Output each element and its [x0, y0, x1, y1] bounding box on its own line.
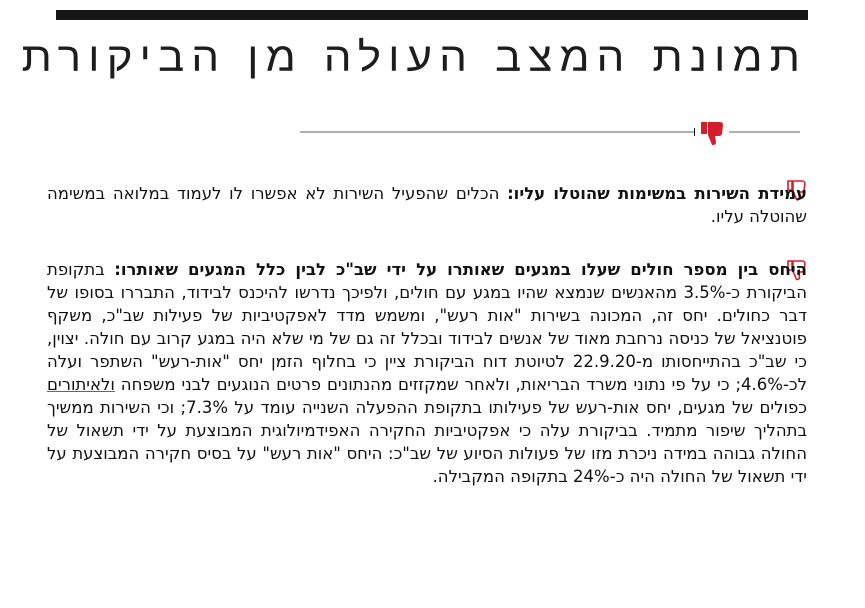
- item-lead: עמידת השירות במשימות שהוטלו עליו:: [507, 184, 807, 203]
- item-text: כפולים של מגעים, יחס אות-רעש של פעילותו בתקופת ההפעלה השנייה עומד על 7.3%; וכי השירות ממשיך בתהליך שיפור מתמיד. בביקורת עלה כי אפקטיביות החקירה האפידמיולוגית המבוצעת על ידי תשאול של החולה גבוהה במידה ניכרת מזו של פעולות הסיוע של שב"כ: היחס "אות רעש" על בסיס חקירה המבוצעת על ידי תשאול של החולה היה כ-24% בתקופה המקבילה.: [47, 398, 807, 486]
- item-text: בתקופת הביקורת כ-3.5% מהאנשים שנמצא שהיו במגע עם חולים, ולפיכך נדרשו להיכנס לבידוד, התבררו בסופו של דבר כחולים. יחס זה, המכונה בשירות "אות רעש", ומשמש מדד לאפקטיביות של פעילות שב"כ, משקף פוטנציאל של כניסה נרחבת מאוד של אנשים לבידוד ובכלל זה גם של מי שלא היה במגע קרוב עם חולה. יצוין, כי שב"כ בהתייחסותו מ-22.9.20 לטיוטת דוח הביקורת ציין כי בחלוף הזמן יחס "אות-רעש" השתפר ועלה לכ-4.6%; כי על פי נתוני משרד הבריאות, ולאחר שמקזזים מהנתונים פרטים הנוגעים לבני משפחה: [47, 260, 807, 394]
- item-underlined-word: ולאיתורים: [47, 375, 115, 394]
- item-lead: היחס בין מספר חולים שעלו במגעים שאותרו על ידי שב"כ לבין כלל המגעים שאותרו:: [114, 260, 807, 279]
- page-title: תמונת המצב העולה מן הביקורת: [21, 34, 807, 81]
- thumbs-down-icon: [695, 116, 729, 150]
- list-item: [47, 258, 807, 488]
- item-text: הכלים שהפעיל השירות לא אפשרו לו לעמוד במלואה במשימה שהוטלה עליו.: [47, 184, 807, 226]
- top-bar: [56, 10, 808, 20]
- list-item: [47, 182, 807, 228]
